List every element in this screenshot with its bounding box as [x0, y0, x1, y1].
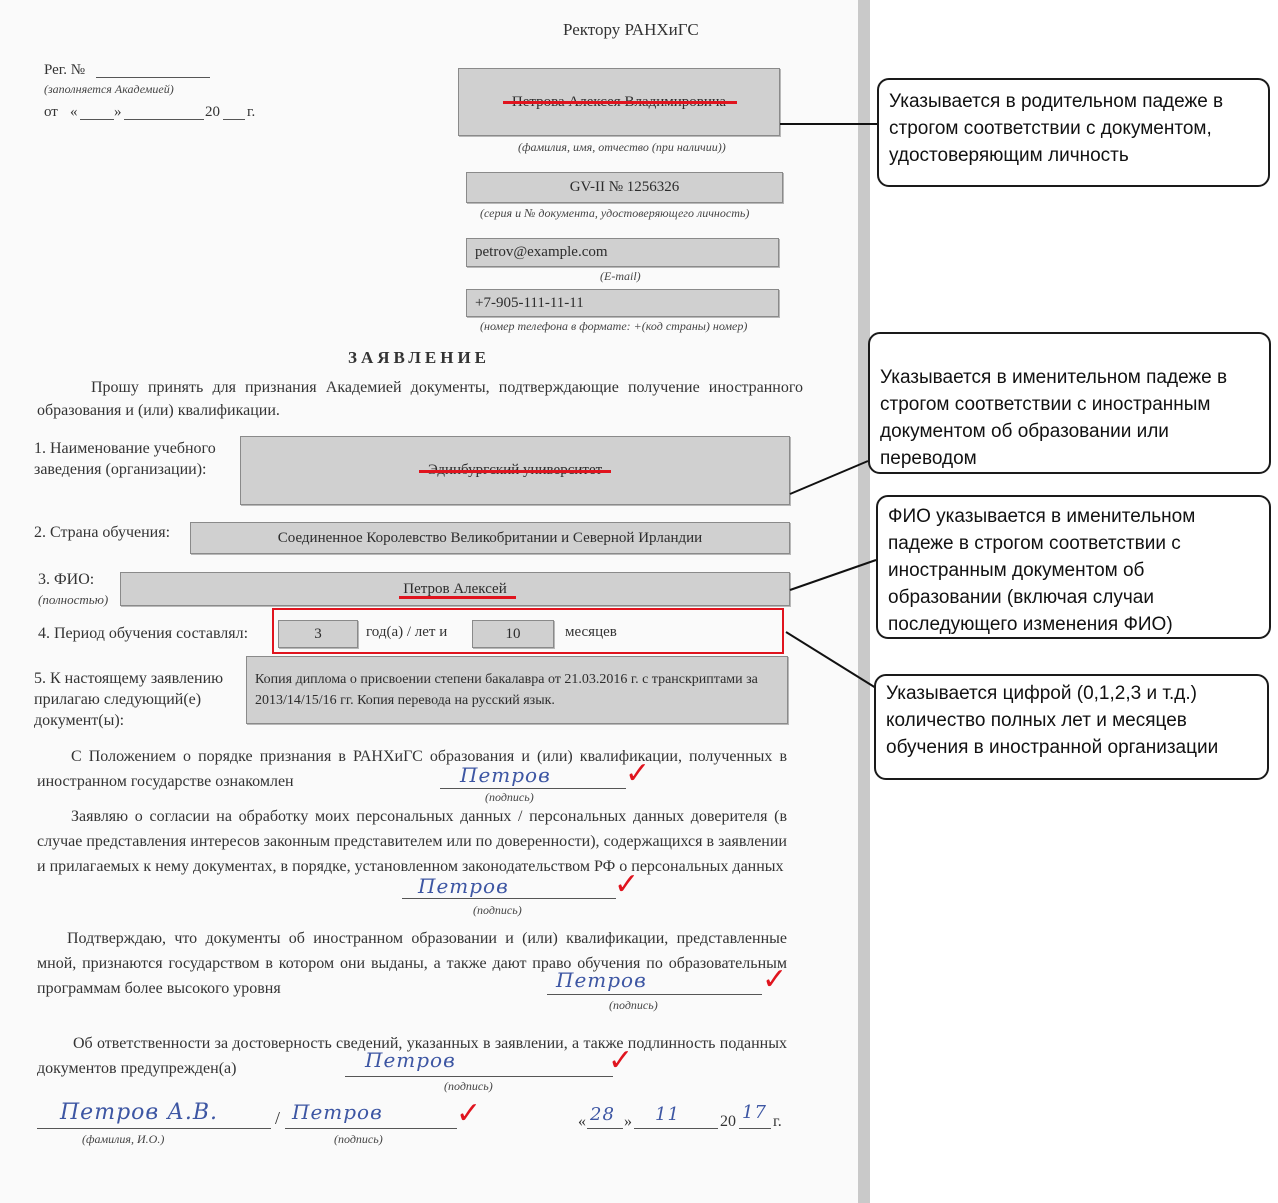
consent-p4-check-icon: ✓ — [608, 1043, 634, 1078]
date-year-suffix: г. — [247, 104, 256, 120]
date-close-quote: » — [114, 104, 122, 120]
item1-label: 1. Наименование учебного заведения (организации): — [34, 440, 216, 478]
note-period-digits — [874, 674, 1269, 780]
consent-p1: С Положением о порядке признания в РАНХиГС образования и (или) квалификации, полученных в иностранном государстве ознакомлен — [37, 748, 787, 790]
note-genitive-name — [877, 78, 1270, 187]
consent-p2: Заявляю о согласии на обработку моих персональных данных / персональных данных доверителя (в случае представления интересов законным представителем или по доверенности), содержащихся в заявлении и прилагаемых к нему документах, в порядке, установленном законодательством РФ о персональных данных — [37, 808, 787, 875]
item3-label: 3. ФИО: — [38, 571, 95, 588]
item2-label: 2. Страна обучения: — [34, 524, 171, 541]
note-nominative-institution — [868, 332, 1271, 474]
consent-p3-signature: Петров — [556, 968, 647, 992]
note-fio-nominative — [876, 495, 1271, 639]
consent-p2-caption: (подпись) — [473, 903, 522, 917]
footer-sign-caption: (подпись) — [334, 1132, 383, 1146]
footer-name-caption: (фамилия, И.О.) — [82, 1132, 165, 1146]
footer-date-month: 11 — [655, 1104, 680, 1125]
consent-p3: Подтверждаю, что документы об иностранном образовании и (или) квалификации, представленные мной, признаются государством в котором они выданы, а также дают право обучения по образовательным программам более высокого уровня — [37, 930, 787, 997]
consent-p2-signature: Петров — [418, 874, 509, 898]
full-name-caption: (фамилия, имя, отчество (при наличии)) — [518, 140, 726, 154]
consent-p4-signature: Петров — [365, 1048, 456, 1072]
footer-handwritten-name: Петров А.В. — [60, 1100, 219, 1125]
date-label-ot: от — [44, 104, 58, 120]
consent-p4: Об ответственности за достоверность сведений, указанных в заявлении, а также подлинность поданных документов предупрежден(а) — [37, 1035, 787, 1077]
consent-p3-check-icon: ✓ — [762, 962, 788, 997]
item5-label: 5. К настоящему заявлению прилагаю следующий(е) документ(ы): — [34, 670, 224, 729]
years-value: 3 — [314, 625, 322, 642]
phone-caption: (номер телефона в формате: +(код страны) номер) — [480, 319, 748, 333]
months-value: 10 — [505, 625, 521, 642]
consent-p2-check-icon: ✓ — [614, 867, 640, 902]
connector-3 — [790, 560, 876, 590]
date-open-quote: « — [70, 104, 78, 120]
phone-value: +7-905-111-11-11 — [475, 294, 584, 311]
note-3-text: ФИО указывается в именительном падеже в строгом соответствии с иностранным документом об образовании (включая случаи последующего изменения ФИО) — [888, 506, 1196, 635]
attachments-value: Копия диплома о присвоении степени бакалавра от 21.03.2016 г. с транскриптами за 2013/14/15/16 гг. Копия перевода на русский язык. — [255, 672, 758, 708]
footer-separator: / — [275, 1108, 281, 1128]
consent-p3-caption: (подпись) — [609, 998, 658, 1012]
note-4-text: Указывается цифрой (0,1,2,3 и т.д.) количество полных лет и месяцев обучения в иностранной организации — [886, 683, 1219, 758]
application-intro: Прошу принять для признания Академией документы, подтверждающие получение иностранного образования и (или) квалификации. — [37, 379, 803, 419]
reg-no-label: Рег. № — [44, 62, 86, 78]
application-title: ЗАЯВЛЕНИЕ — [348, 348, 491, 367]
footer-date-year: 17 — [742, 1102, 767, 1123]
connector-2 — [790, 461, 868, 494]
item3-sublabel: (полностью) — [38, 592, 109, 607]
addressee: Ректору РАНХиГС — [563, 20, 699, 39]
item4-label: 4. Период обучения составлял: — [38, 625, 249, 642]
footer-date-year-prefix: 20 — [720, 1113, 736, 1130]
consent-p1-signature: Петров — [460, 763, 551, 787]
consent-p4-caption: (подпись) — [444, 1079, 493, 1093]
country-value: Соединенное Королевство Великобритании и Северной Ирландии — [277, 529, 703, 546]
consent-p1-caption: (подпись) — [485, 790, 534, 804]
footer-signature: Петров — [292, 1100, 383, 1124]
footer-date-open-quote: « — [578, 1113, 586, 1130]
months-unit: месяцев — [565, 624, 617, 640]
footer-date-suffix: г. — [773, 1113, 782, 1130]
footer-date-close-quote: » — [624, 1113, 632, 1130]
document-caption: (серия и № документа, удостоверяющего личность) — [480, 206, 750, 220]
note-1-text: Указывается в родительном падеже в строгом соответствии с документом, удостоверяющим личность — [889, 91, 1224, 166]
reg-filled-by: (заполняется Академией) — [44, 82, 174, 96]
footer-check-icon: ✓ — [456, 1096, 482, 1131]
note-2-text: Указывается в именительном падеже в строгом соответствии с иностранным документом об образовании или переводом — [880, 367, 1228, 469]
connector-4 — [786, 632, 876, 688]
date-year-prefix: 20 — [205, 104, 220, 120]
footer-date-day: 28 — [590, 1104, 615, 1125]
years-unit: год(а) / лет и — [366, 624, 448, 640]
email-value: petrov@example.com — [475, 244, 608, 260]
document-number-value: GV-II № 1256326 — [569, 179, 680, 195]
fio-value: Петров Алексей — [403, 580, 507, 597]
email-caption: (E-mail) — [600, 269, 641, 283]
consent-p1-check-icon: ✓ — [625, 756, 651, 791]
